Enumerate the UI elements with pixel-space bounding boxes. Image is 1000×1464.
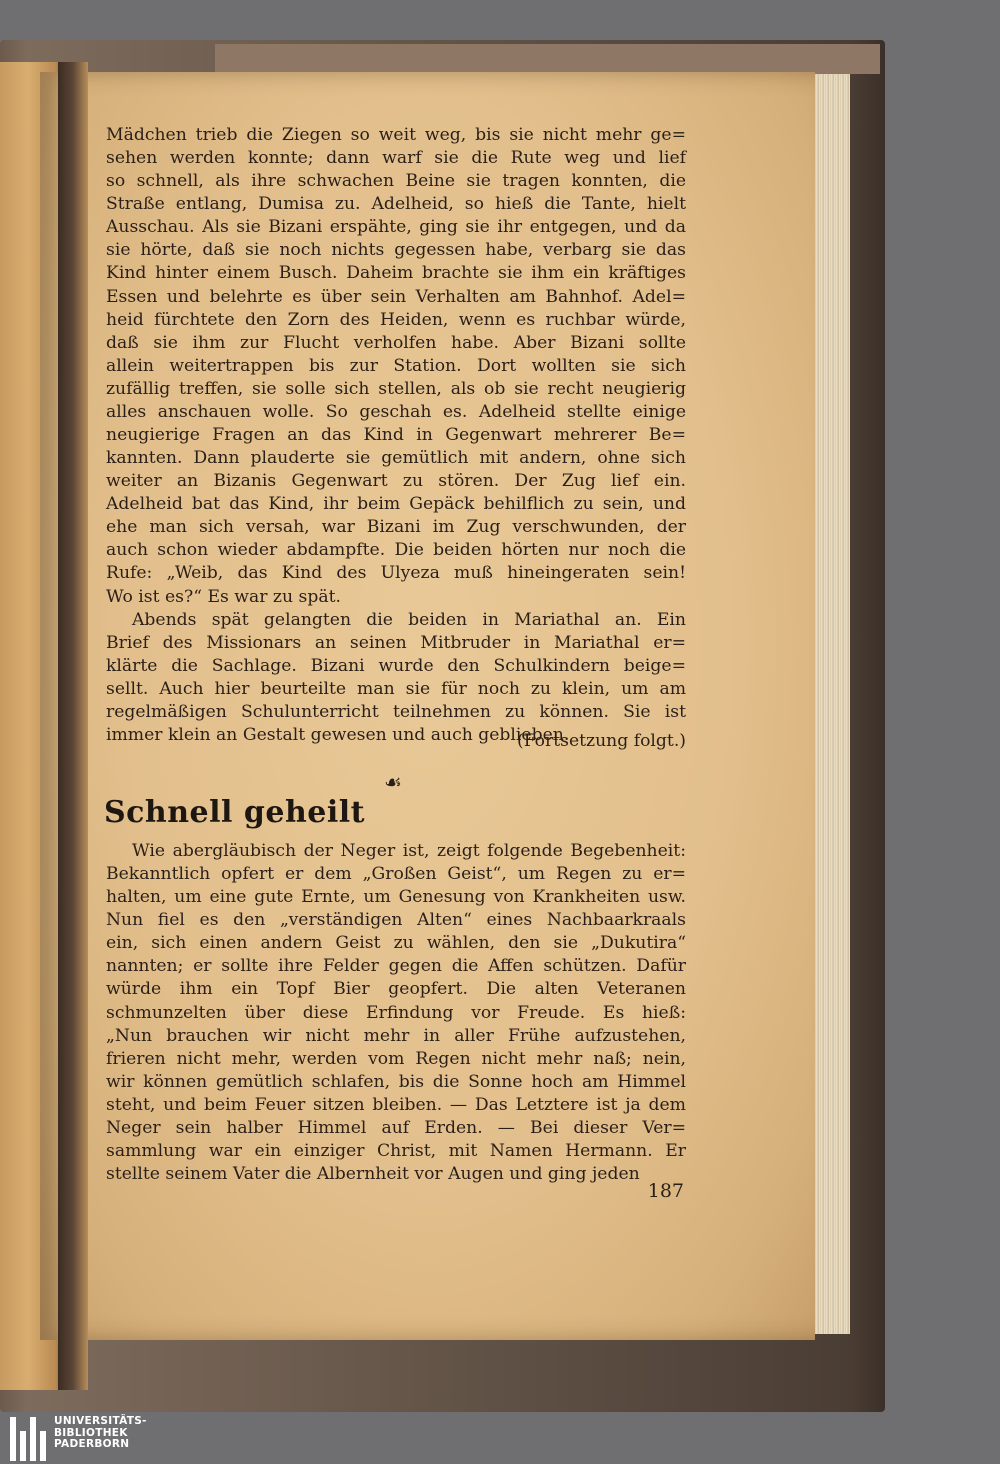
text-line: Wo ist es?“ Es war zu spät. xyxy=(106,586,341,607)
text-line: Mädchen trieb die Ziegen so weit weg, bis sie nicht mehr ge= xyxy=(106,125,686,145)
text-line: steht, und beim Feuer sitzen bleiben. — Das Letztere ist ja dem xyxy=(106,1094,686,1115)
text-line: allein weitertrappen bis zur Station. Dort wollten sie sich xyxy=(106,355,686,376)
text-line: Straße entlang, Dumisa zu. Adelheid, so hieß die Tante, hielt xyxy=(106,194,686,215)
page-number: 187 xyxy=(647,1180,684,1202)
text-line: wir können gemütlich schlafen, bis die Sonne hoch am Himmel xyxy=(106,1071,686,1092)
text-line: auch schon wieder abdampfte. Die beiden hörten nur noch die xyxy=(106,540,686,561)
paragraph-2 xyxy=(106,609,686,747)
text-line: zufällig treffen, sie solle sich stellen, als ob sie recht neugierig xyxy=(106,378,686,399)
text-line: halten, um eine gute Ernte, um Genesung von Krankheiten usw. xyxy=(106,887,686,908)
cover-board xyxy=(215,44,880,74)
text-line: kannten. Dann plauderte sie gemütlich mit andern, ohne sich xyxy=(106,448,686,469)
text-line: regelmäßigen Schulunterricht teilnehmen zu können. Sie ist xyxy=(106,701,686,722)
text-line: Essen und belehrte es über sein Verhalten am Bahnhof. Adel= xyxy=(106,286,686,307)
text-line: stellte seinem Vater die Albernheit vor Augen und ging jeden xyxy=(106,1164,640,1185)
text-line: neugierige Fragen an das Kind in Gegenwart mehrerer Be= xyxy=(106,425,686,446)
text-line: frieren nicht mehr, werden vom Regen nicht mehr naß; nein, xyxy=(106,1048,686,1069)
text-line: nannten; er sollte ihre Felder gegen die Affen schützen. Dafür xyxy=(106,956,686,977)
text-line: Neger sein halber Himmel auf Erden. — Bei dieser Ver= xyxy=(106,1117,686,1138)
text-line: sammlung war ein einziger Christ, mit Namen Hermann. Er xyxy=(106,1141,686,1162)
paragraph-3 xyxy=(106,840,686,1186)
text-line: Wie abergläubisch der Neger ist, zeigt folgende Begebenheit: xyxy=(132,841,686,861)
book-gutter xyxy=(58,62,88,1390)
text-line: „Nun brauchen wir nicht mehr in aller Frühe aufzustehen, xyxy=(106,1025,686,1046)
library-name-line: BIBLIOTHEK xyxy=(54,1426,128,1439)
text-line: ehe man sich versah, war Bizani im Zug verschwunden, der xyxy=(106,517,686,538)
text-line: Kind hinter einem Busch. Daheim brachte sie ihm ein kräftiges xyxy=(106,263,686,284)
text-line: würde ihm ein Topf Bier geopfert. Die alten Veteranen xyxy=(106,979,686,1000)
text-line: immer klein an Gestalt gewesen und auch geblieben. xyxy=(106,725,570,746)
text-line: weiter an Bizanis Gegenwart zu stören. Der Zug lief ein. xyxy=(106,471,686,492)
story-text xyxy=(106,124,686,747)
text-line: Ausschau. Als sie Bizani erspähte, ging sie ihr entgegen, und da xyxy=(106,217,686,238)
text-line: Brief des Missionars an seinen Mitbruder in Mariathal er= xyxy=(106,632,686,653)
continued-note: (Fortsetzung folgt.) xyxy=(516,731,686,751)
paragraph-1 xyxy=(106,124,686,609)
text-line: sie hörte, daß sie noch nichts gegessen habe, verbarg sie das xyxy=(106,240,686,261)
library-name xyxy=(54,1416,147,1451)
text-line: heid fürchtete den Zorn des Heiden, wenn es ruchbar würde, xyxy=(106,309,686,330)
text-line: Adelheid bat das Kind, ihr beim Gepäck behilflich zu sein, und xyxy=(106,494,686,515)
text-line: schmunzelten über diese Erfindung vor Freude. Es hieß: xyxy=(106,1002,686,1023)
text-line: Bekanntlich opfert er dem „Großen Geist“, um Regen zu er= xyxy=(106,864,686,885)
article-text xyxy=(106,840,686,1186)
text-line: ein, sich einen andern Geist zu wählen, den sie „Dukutira“ xyxy=(106,933,686,954)
ornament-icon: ☙ xyxy=(384,770,402,794)
text-line: Nun fiel es den „verständigen Alten“ eines Nachbaarkraals xyxy=(106,910,686,931)
text-line: sellt. Auch hier beurteilte man sie für noch zu klein, um am xyxy=(106,678,686,699)
text-line: so schnell, als ihre schwachen Beine sie tragen konnten, die xyxy=(106,171,686,192)
library-name-line: UNIVERSITÄTS- xyxy=(54,1415,147,1427)
article-heading: Schnell geheilt xyxy=(104,795,365,830)
text-line: alles anschauen wolle. So geschah es. Adelheid stellte einige xyxy=(106,401,686,422)
text-line: sehen werden konnte; dann warf sie die Rute weg und lief xyxy=(106,148,686,169)
text-line: Abends spät gelangten die beiden in Mariathal an. Ein xyxy=(132,609,686,630)
library-logo-icon xyxy=(10,1417,46,1461)
text-line: Rufe: „Weib, das Kind des Ulyeza muß hineingeraten sein! xyxy=(106,563,686,584)
library-name-line: PADERBORN xyxy=(54,1438,130,1450)
text-line: klärte die Sachlage. Bizani wurde den Schulkindern beige= xyxy=(106,655,686,676)
library-logo xyxy=(10,1416,147,1461)
text-line: daß sie ihm zur Flucht verholfen habe. Aber Bizani sollte xyxy=(106,332,686,353)
